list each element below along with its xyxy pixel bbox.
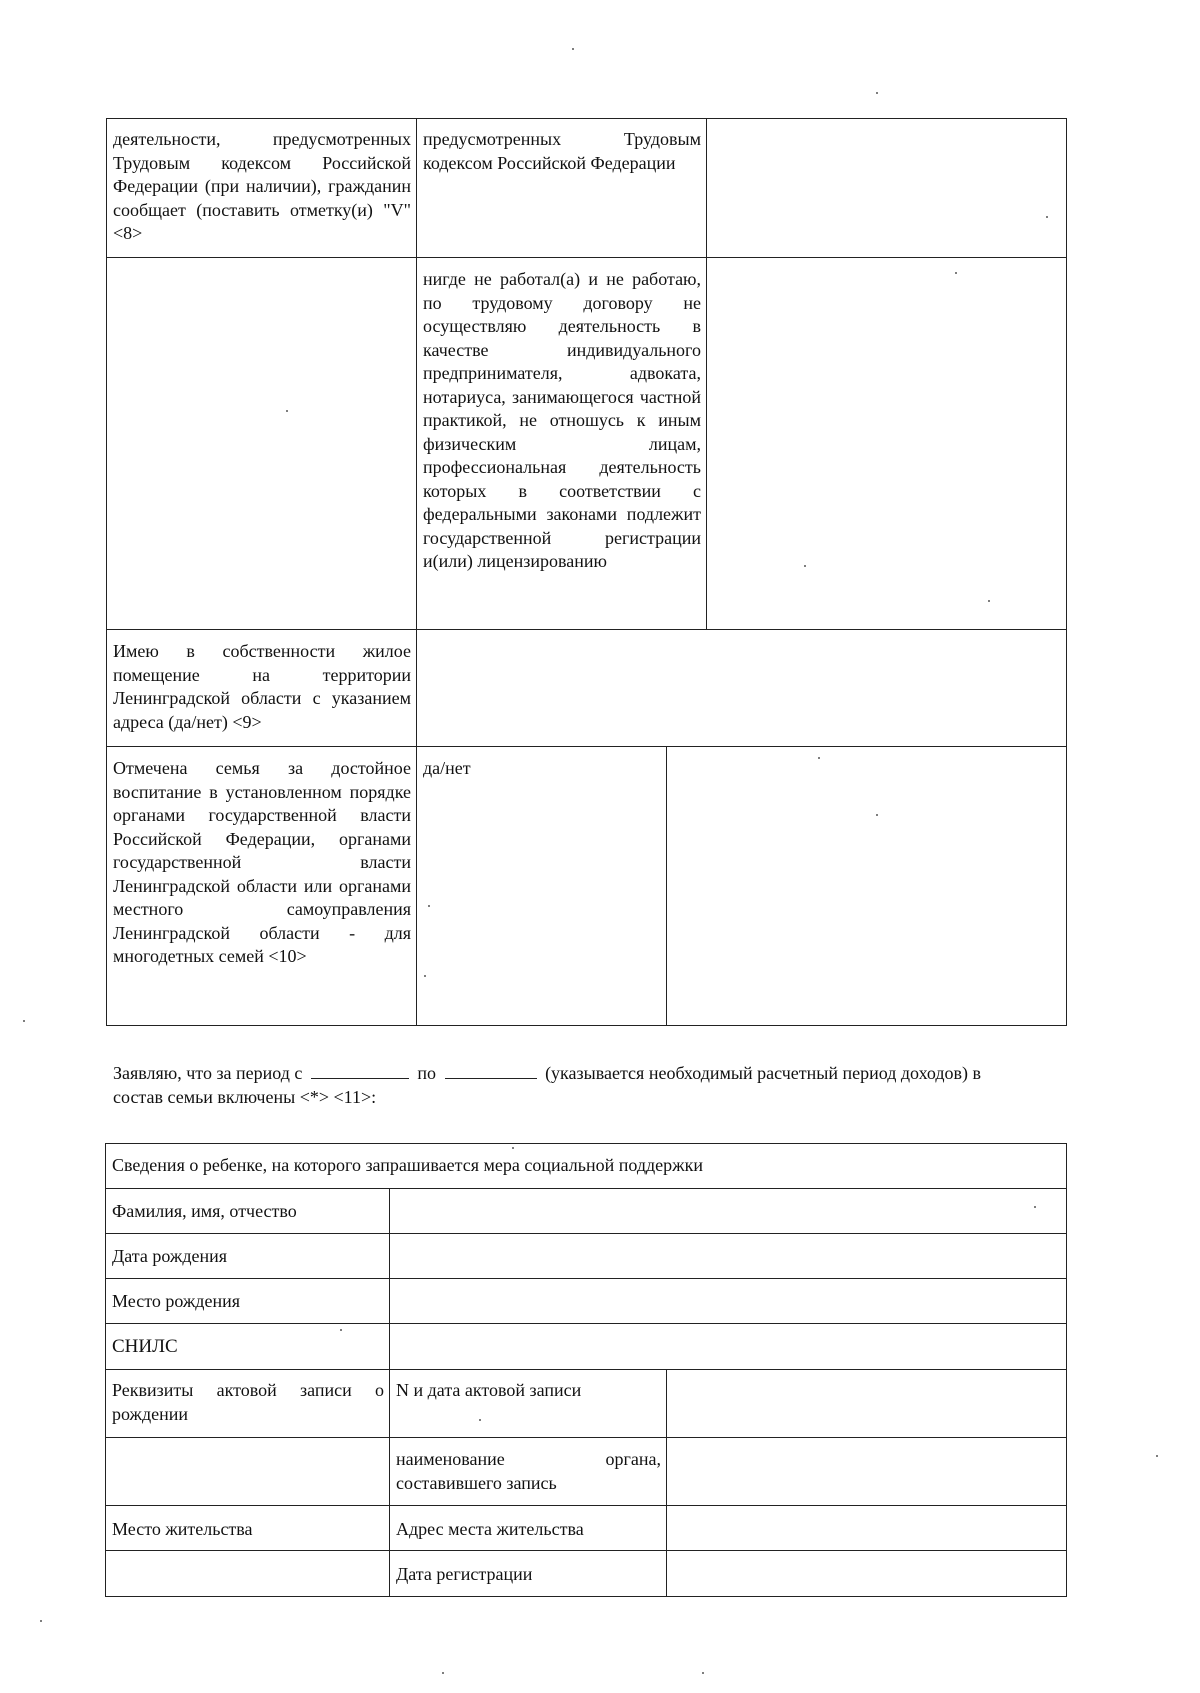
statement-line-2: состав семьи включены <*> <11>: [113, 1087, 377, 1107]
record-number-field[interactable] [668, 1371, 1065, 1436]
registration-date-label: Дата регистрации [396, 1564, 533, 1584]
period-to-field[interactable] [445, 1062, 537, 1079]
family-award-question: Отмечена семья за достойное воспитание в установленном порядке органами государственной власти Российской Федерации, органами государственной власти Ленинградской области или органами местного самоуправления Ленинградской области - для многодетных семей <10> [113, 758, 411, 966]
employment-question-text: деятельности, предусмотренных Трудовым кодексом Российской Федерации (при наличии), гражданин сообщает (поставить отметку(и) "V" <8> [113, 129, 411, 243]
employment-mark-cell-2[interactable] [708, 259, 1065, 628]
period-from-field[interactable] [311, 1062, 409, 1079]
child-birth-date-label: Дата рождения [112, 1246, 228, 1266]
child-birth-place-label: Место рождения [112, 1291, 241, 1311]
employment-option-labor-code: предусмотренных Трудовым кодексом Российской Федерации [423, 129, 701, 173]
child-info-header: Сведения о ребенке, на которого запрашивается мера социальной поддержки [112, 1155, 703, 1175]
employment-option-not-working: нигде не работал(а) и не работаю, по трудовому договору не осуществляю деятельность в качестве индивидуального предпринимателя, адвоката, нотариуса, занимающегося частной практикой, не отношусь к иным физическим лицам, профессиональная деятельность которых в соответствии с федеральными законами подлежит государственной регистрации и(или) лицензированию [423, 269, 701, 571]
birth-record-label: Реквизиты актовой записи о рождении [112, 1380, 384, 1424]
housing-ownership-answer-cell[interactable] [418, 631, 1065, 745]
child-fio-field[interactable] [391, 1190, 1065, 1232]
child-snils-field[interactable] [391, 1325, 1065, 1368]
registration-date-field[interactable] [668, 1552, 1065, 1595]
statement-end: (указывается необходимый расчетный период доходов) в [545, 1063, 982, 1083]
statement-by: по [417, 1063, 437, 1083]
residence-label: Место жительства [112, 1519, 253, 1539]
child-fio-label: Фамилия, имя, отчество [112, 1201, 297, 1221]
family-award-yes-no: да/нет [423, 758, 471, 778]
record-authority-field[interactable] [668, 1439, 1065, 1504]
record-authority-label: наименование органа, составившего запись [396, 1449, 661, 1493]
child-birth-date-field[interactable] [391, 1235, 1065, 1277]
residence-address-field[interactable] [668, 1507, 1065, 1549]
child-snils-label: СНИЛС [112, 1336, 178, 1357]
housing-ownership-question: Имею в собственности жилое помещение на территории Ленинградской области с указанием адреса (да/нет) <9> [113, 641, 411, 732]
family-award-answer-cell[interactable] [668, 748, 1065, 1024]
statement-start: Заявляю, что за период с [113, 1063, 303, 1083]
employment-mark-cell-1[interactable] [708, 120, 1065, 256]
record-number-label: N и дата актовой записи [396, 1380, 582, 1400]
residence-address-label: Адрес места жительства [396, 1519, 584, 1539]
child-birth-place-field[interactable] [391, 1280, 1065, 1322]
